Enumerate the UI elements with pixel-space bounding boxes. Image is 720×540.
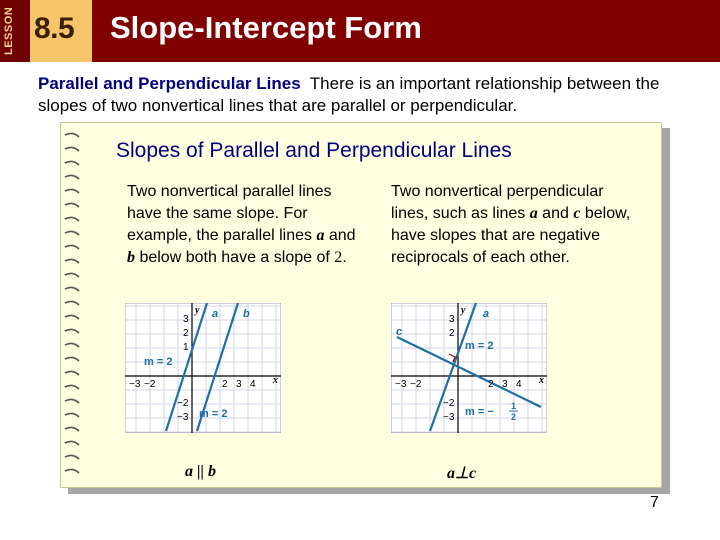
header-bar [0,0,720,62]
y-tick-neg3: −3 [443,412,455,423]
slope-label-b: m = 2 [199,408,228,420]
x-tick-neg2: −2 [144,379,156,390]
x-tick-neg3: −3 [395,379,407,390]
y-tick-1: 1 [183,342,189,353]
y-axis-label: y [195,305,200,316]
perp-text-3: below, have slopes that are negative reciprocals of each other. [391,205,631,266]
line-c-var: c [573,205,581,222]
y-tick-3: 3 [183,314,189,325]
x-tick-3: 3 [236,379,242,390]
parallel-text-1: Two nonvertical parallel lines have the same slope. For example, the parallel lines [127,183,332,244]
parallel-lines-graph [125,303,281,433]
page-number: 7 [650,494,659,511]
x-axis-label: x [273,375,278,386]
line-c-label: c [396,326,403,338]
parallel-description [127,181,359,269]
slope-label-a: m = 2 [144,356,173,368]
y-tick-2: 2 [183,328,189,339]
concept-panel [60,122,662,488]
parallel-caption: a || b [185,463,217,480]
x-axis-label: x [539,375,544,386]
x-tick-neg2: −2 [410,379,422,390]
parallel-text-3: below both have a slope of [135,249,335,266]
perp-text-2: and [537,205,574,222]
perpendicular-description [391,181,631,269]
slope-fraction-numerator: 1 [511,401,517,411]
spiral-binding [61,129,85,481]
intro-heading: Parallel and Perpendicular Lines [38,74,301,93]
y-tick-3: 3 [449,314,455,325]
slope-label-a: m = 2 [465,340,494,352]
line-b-var: b [127,249,135,266]
parallel-text-4: . [342,249,347,266]
y-tick-neg2: −2 [177,398,189,409]
line-a-var: a [316,227,325,244]
slope-value: 2 [334,249,343,266]
lesson-tab [0,0,30,62]
x-tick-2: 2 [222,379,228,390]
parallel-text-2: and [324,227,356,244]
x-tick-3: 3 [502,379,508,390]
perp-text-1: Two nonvertical perpendicular lines, such as lines [391,183,604,222]
lesson-label: LESSON [3,6,15,56]
line-b-label: b [243,308,250,320]
x-tick-2: 2 [488,379,494,390]
intro-paragraph [38,73,698,117]
y-tick-2: 2 [449,328,455,339]
x-tick-neg3: −3 [129,379,141,390]
y-axis-label: y [461,305,466,316]
perpendicular-lines-graph [391,303,547,433]
line-a-label: a [212,308,219,320]
intro-text: There is an important relationship between the slopes of two nonvertical lines that are parallel or perpendicular. [38,74,660,115]
x-tick-4: 4 [516,379,522,390]
slope-label-c: m = − [465,406,494,418]
y-tick-neg3: −3 [177,412,189,423]
line-a-label: a [483,308,490,320]
lesson-number: 8.5 [34,12,75,45]
line-a-var: a [529,205,538,222]
y-tick-neg2: −2 [443,398,455,409]
page-title: Slope-Intercept Form [110,10,422,45]
panel-title: Slopes of Parallel and Perpendicular Lines [116,139,512,162]
slope-fraction-denominator: 2 [511,412,517,422]
perpendicular-caption: a⊥c [447,465,477,482]
x-tick-4: 4 [250,379,256,390]
